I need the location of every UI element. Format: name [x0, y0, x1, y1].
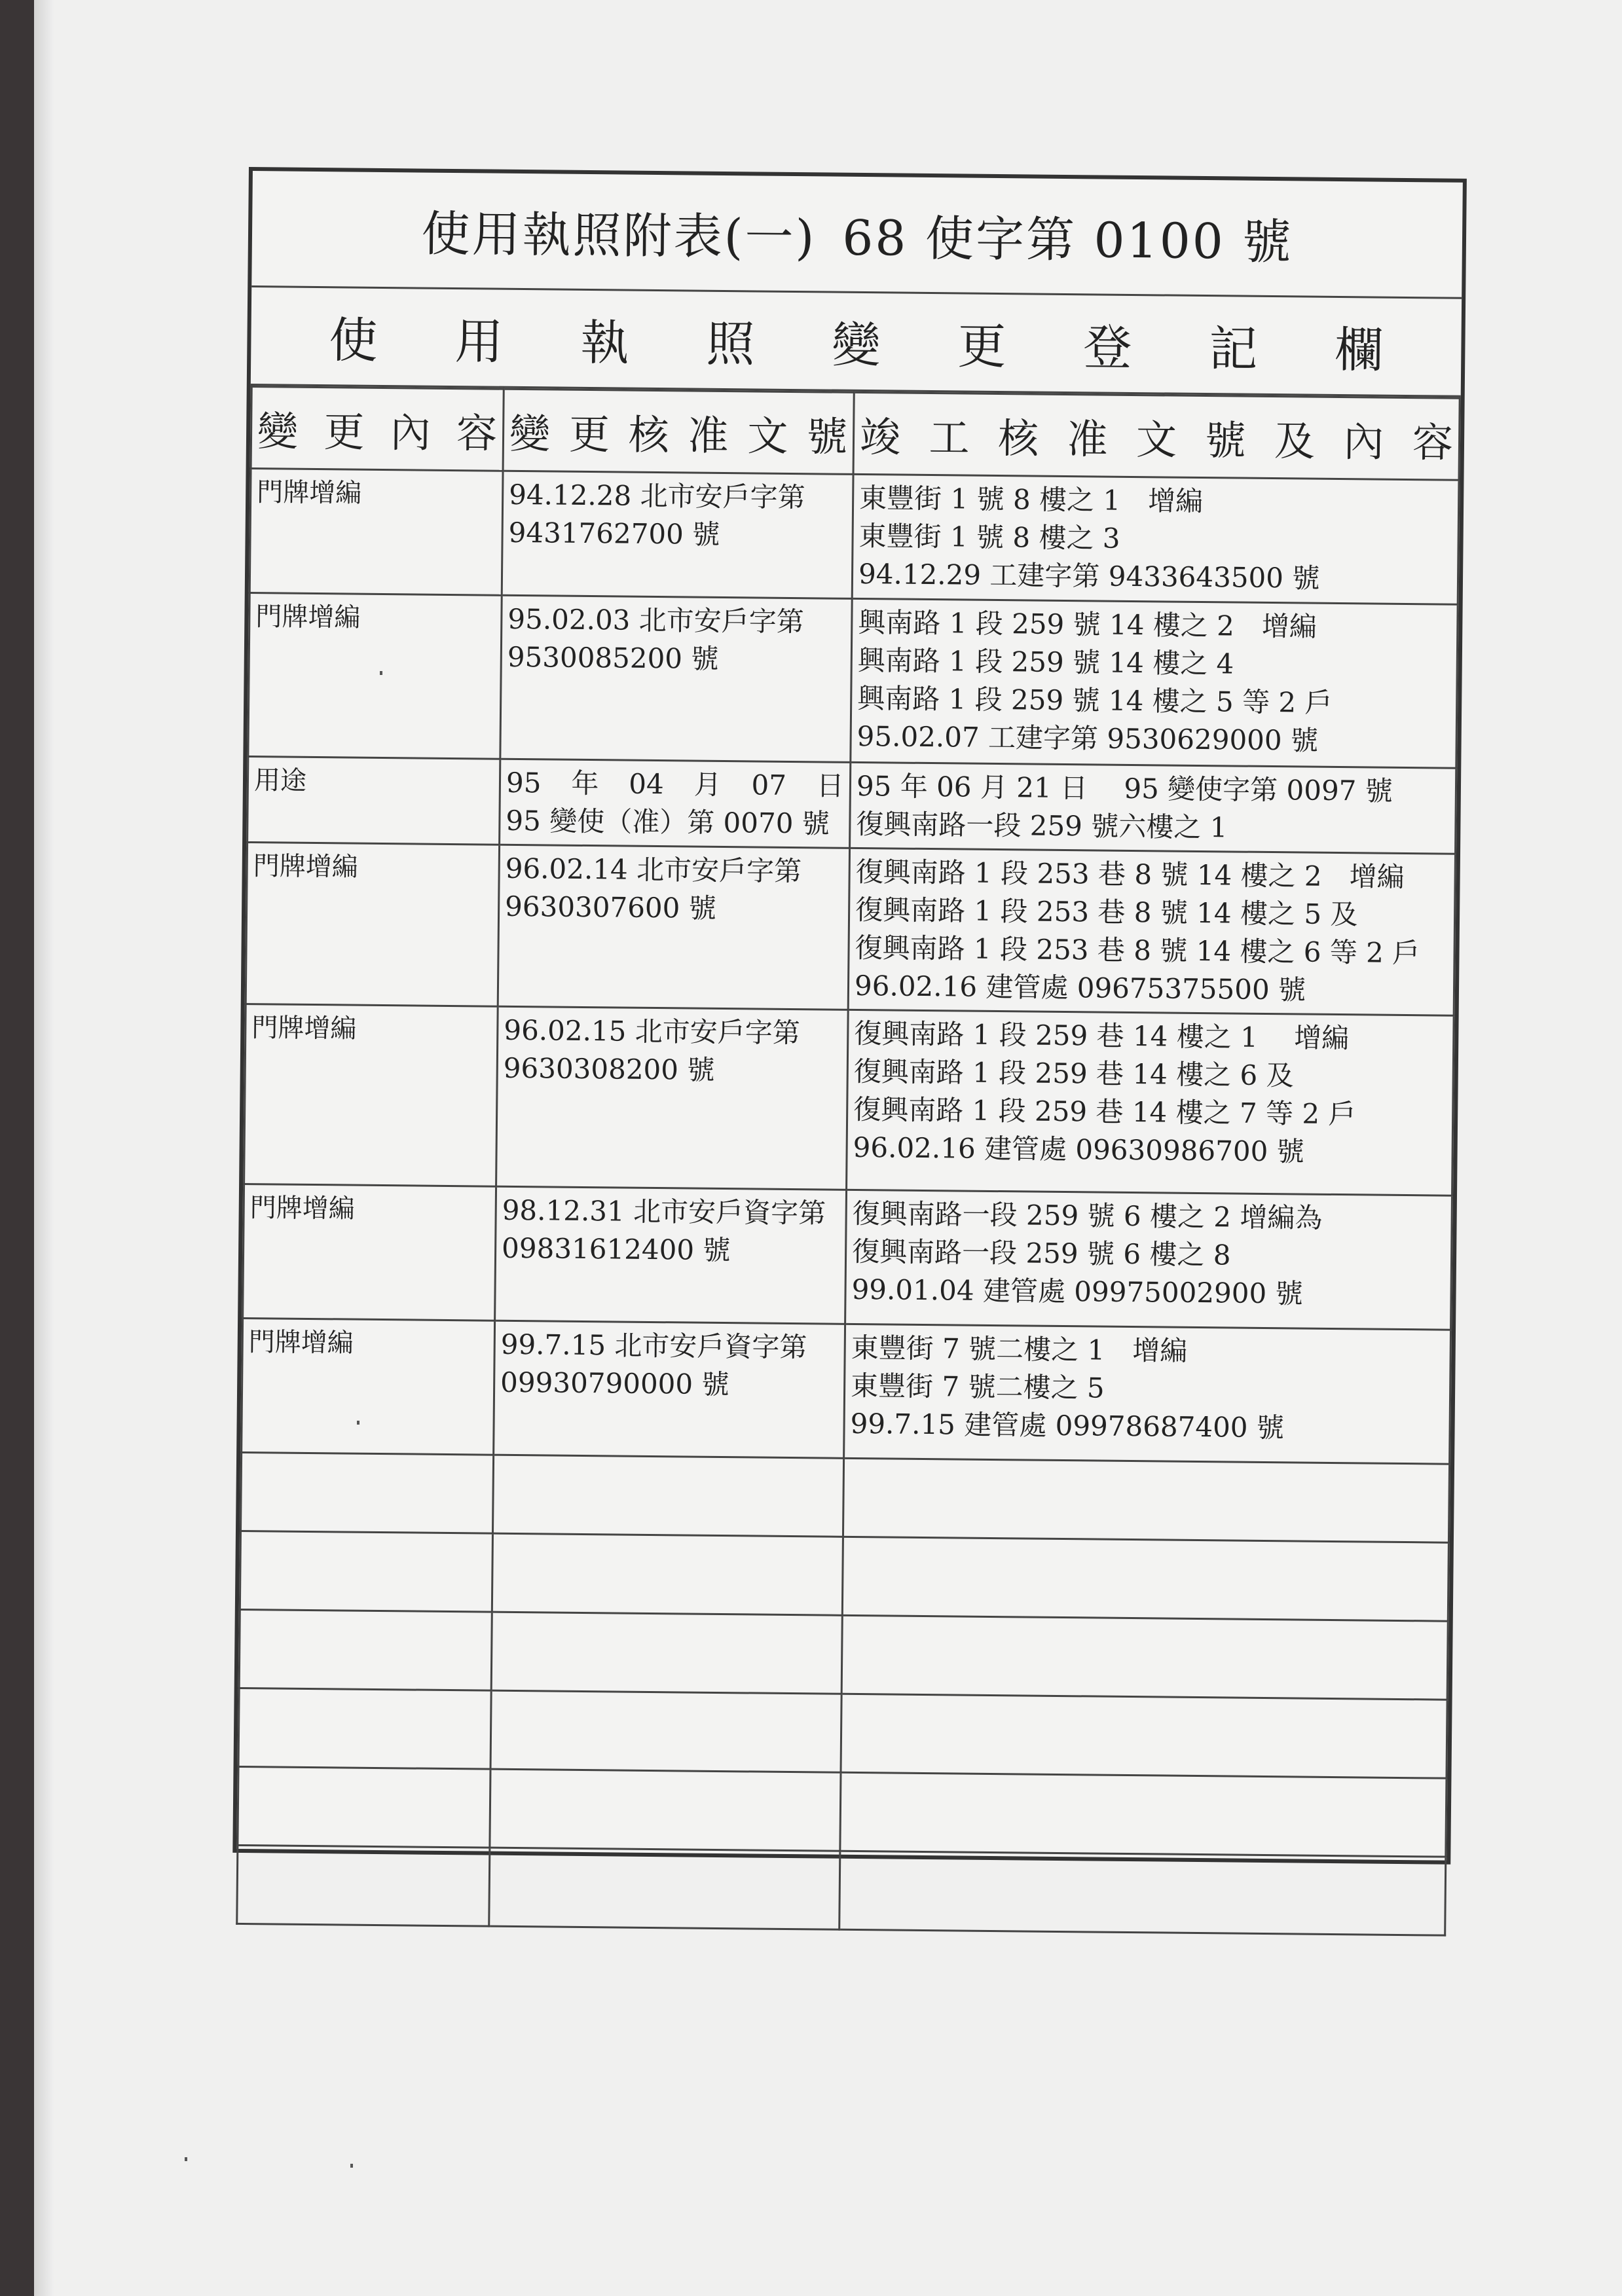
change-register-table — [236, 386, 1460, 1937]
table-body — [237, 469, 1459, 1936]
table-row — [248, 757, 1456, 854]
empty-cell — [489, 1848, 840, 1929]
empty-cell — [238, 1766, 490, 1848]
approval-line: 99.7.15 北市安戶資字第 — [500, 1328, 807, 1364]
completion-cell — [844, 1324, 1451, 1464]
scan-speck — [350, 2164, 353, 2168]
empty-cell — [490, 1690, 841, 1772]
subtitle-char: 照 — [706, 316, 755, 373]
approval-line: 09831612400 號 — [501, 1231, 731, 1267]
header-char: 容 — [456, 409, 498, 458]
table-row — [244, 1004, 1454, 1196]
subtitle-char: 欄 — [1334, 321, 1384, 379]
change-content-text: 門牌增編 — [253, 851, 358, 883]
header-char: 竣 — [859, 412, 901, 462]
change-approval-cell — [496, 1006, 849, 1190]
header-char: 核 — [997, 414, 1039, 463]
empty-row — [237, 1845, 1446, 1935]
subtitle-char: 更 — [957, 318, 1006, 375]
change-content-text: 門牌增編 — [257, 477, 362, 509]
approval-date-part: 年 — [571, 767, 599, 800]
approval-line: 95 變使（准）第 0070 號 — [506, 804, 830, 840]
header-char: 內 — [1343, 417, 1384, 466]
form-subtitle — [251, 287, 1462, 397]
header-char: 變 — [509, 409, 551, 458]
approval-line: 96.02.14 北市安戶字第 — [505, 852, 802, 888]
approval-line: 09930790000 號 — [500, 1366, 729, 1401]
empty-cell — [237, 1845, 490, 1926]
scan-speck — [380, 671, 382, 675]
change-content-text: 門牌增編 — [249, 1193, 355, 1224]
empty-cell — [240, 1452, 493, 1533]
empty-cell — [490, 1769, 841, 1851]
completion-line: 復興南路 1 段 253 巷 8 號 14 樓之 2 增編 — [855, 855, 1405, 893]
empty-cell — [840, 1772, 1447, 1857]
header-char: 准 — [1067, 414, 1108, 464]
change-content-text: 門牌增編 — [251, 1013, 357, 1044]
completion-line: 復興南路一段 259 號六樓之 1 — [856, 807, 1228, 844]
license-number: 68 使字第 0100 號 — [841, 210, 1293, 270]
approval-date-part: 月 — [693, 768, 722, 801]
subtitle-char: 記 — [1208, 320, 1258, 378]
completion-line: 復興南路一段 259 號 6 樓之 8 — [851, 1235, 1231, 1271]
completion-line: 復興南路 1 段 259 巷 14 樓之 1 增編 — [854, 1017, 1350, 1055]
change-content-cell — [246, 843, 499, 1007]
approval-line: 9630308200 號 — [503, 1051, 715, 1086]
change-content-text: 門牌增編 — [248, 1327, 354, 1358]
header-char: 號 — [806, 412, 848, 461]
table-row — [246, 843, 1455, 1016]
completion-line: 99.01.04 建管處 09975002900 號 — [851, 1273, 1303, 1310]
completion-line: 96.02.16 建管處 09675375500 號 — [854, 969, 1306, 1006]
subtitle-char: 變 — [832, 317, 881, 374]
approval-line: 94.12.28 北市安戶字第 — [508, 478, 805, 514]
header-completion-approval — [853, 392, 1460, 480]
change-approval-cell — [500, 595, 852, 762]
completion-cell — [852, 474, 1459, 604]
table-row — [249, 469, 1459, 605]
completion-line: 東豐街 7 號二樓之 5 — [850, 1369, 1105, 1404]
empty-row — [240, 1452, 1449, 1542]
completion-line: 東豐街 1 號 8 樓之 1 增編 — [858, 481, 1204, 518]
empty-cell — [841, 1694, 1447, 1778]
completion-line: 95 年 06 月 21 日 95 變使字第 0097 號 — [856, 769, 1393, 807]
completion-line: 東豐街 7 號二樓之 1 增編 — [851, 1331, 1188, 1367]
completion-line: 興南路 1 段 259 號 14 樓之 2 增編 — [858, 606, 1318, 643]
completion-cell — [850, 762, 1456, 854]
empty-cell — [492, 1533, 843, 1615]
empty-row — [238, 1688, 1447, 1778]
header-char: 文 — [746, 411, 788, 460]
change-approval-cell — [502, 471, 853, 598]
completion-line: 東豐街 1 號 8 樓之 3 — [858, 519, 1120, 555]
change-approval-cell — [494, 1321, 845, 1458]
header-row — [251, 387, 1460, 481]
empty-cell — [238, 1688, 491, 1769]
completion-cell — [848, 848, 1455, 1015]
empty-cell — [839, 1851, 1446, 1935]
usage-license-change-form — [232, 167, 1467, 1865]
table-row — [243, 1184, 1452, 1330]
header-char: 工 — [929, 413, 970, 462]
completion-line: 復興南路 1 段 253 巷 8 號 14 樓之 6 等 2 戶 — [855, 931, 1420, 970]
completion-cell — [851, 598, 1458, 768]
header-change-content — [251, 387, 504, 471]
header-char: 更 — [323, 407, 365, 456]
empty-cell — [239, 1609, 492, 1690]
table-row — [248, 593, 1458, 769]
change-approval-cell — [500, 759, 851, 848]
header-char: 文 — [1135, 415, 1177, 464]
header-char: 內 — [390, 408, 432, 457]
header-char: 更 — [568, 410, 610, 458]
change-content-cell — [249, 469, 503, 596]
approval-date-part: 04 — [629, 767, 664, 801]
scan-speck — [357, 1421, 359, 1425]
change-content-cell — [243, 1184, 496, 1321]
approval-line: 9530085200 號 — [507, 640, 719, 675]
approval-line: 96.02.15 北市安戶字第 — [504, 1013, 800, 1049]
approval-date-part: 07 — [751, 769, 787, 801]
empty-row — [238, 1766, 1447, 1857]
approval-line: 9431762700 號 — [508, 516, 720, 551]
table-row — [242, 1318, 1451, 1464]
scan-speck — [185, 2157, 187, 2161]
completion-line: 復興南路一段 259 號 6 樓之 2 增編為 — [852, 1197, 1323, 1234]
completion-cell — [847, 1010, 1454, 1195]
form-title-main: 使用執照附表(一) — [421, 206, 817, 266]
change-approval-cell — [498, 845, 849, 1010]
change-content-text: 門牌增編 — [255, 602, 361, 633]
empty-cell — [491, 1612, 842, 1694]
header-char: 變 — [257, 407, 299, 456]
approval-date-part: 日 — [816, 769, 845, 802]
completion-line: 復興南路 1 段 253 巷 8 號 14 樓之 5 及 — [855, 893, 1358, 931]
subtitle-char: 用 — [454, 313, 504, 371]
completion-line: 興南路 1 段 259 號 14 樓之 5 等 2 戶 — [857, 682, 1333, 719]
header-char: 容 — [1412, 418, 1454, 467]
completion-line: 95.02.07 工建字第 9530629000 號 — [857, 720, 1319, 757]
header-char: 號 — [1205, 416, 1246, 465]
subtitle-char: 執 — [580, 314, 629, 372]
completion-cell — [845, 1190, 1452, 1330]
empty-cell — [842, 1537, 1448, 1621]
change-content-text: 用途 — [253, 765, 307, 796]
completion-line: 復興南路 1 段 259 巷 14 樓之 6 及 — [853, 1055, 1294, 1092]
binding-shadow — [34, 0, 54, 2296]
completion-line: 96.02.16 建管處 09630986700 號 — [853, 1131, 1304, 1168]
subtitle-char: 使 — [329, 312, 378, 369]
empty-cell — [843, 1458, 1449, 1542]
completion-line: 復興南路 1 段 259 巷 14 樓之 7 等 2 戶 — [853, 1093, 1356, 1131]
empty-cell — [841, 1615, 1448, 1700]
change-content-cell — [248, 757, 500, 845]
approval-line: 9630307600 號 — [504, 890, 716, 924]
subtitle-char: 登 — [1082, 319, 1132, 376]
completion-line: 94.12.29 工建字第 9433643500 號 — [858, 557, 1320, 594]
empty-cell — [240, 1531, 492, 1612]
change-approval-cell — [495, 1186, 847, 1324]
completion-line: 興南路 1 段 259 號 14 樓之 4 — [857, 644, 1234, 680]
approval-date-part: 95 — [506, 766, 542, 799]
approval-date — [506, 764, 845, 805]
header-char: 核 — [628, 410, 670, 459]
header-char: 及 — [1274, 416, 1316, 465]
form-title — [251, 171, 1463, 299]
header-change-approval — [503, 389, 854, 474]
completion-line: 99.7.15 建管處 09978687400 號 — [850, 1407, 1285, 1444]
binding-edge — [0, 0, 34, 2296]
empty-row — [240, 1531, 1448, 1621]
change-content-cell — [244, 1004, 498, 1187]
empty-cell — [492, 1455, 843, 1537]
approval-line: 95.02.03 北市安戶字第 — [507, 602, 804, 638]
empty-row — [239, 1609, 1448, 1700]
change-content-cell — [242, 1318, 495, 1455]
change-content-cell — [248, 593, 502, 759]
header-char: 准 — [688, 410, 729, 460]
approval-line: 98.12.31 北市安戶資字第 — [502, 1194, 826, 1230]
